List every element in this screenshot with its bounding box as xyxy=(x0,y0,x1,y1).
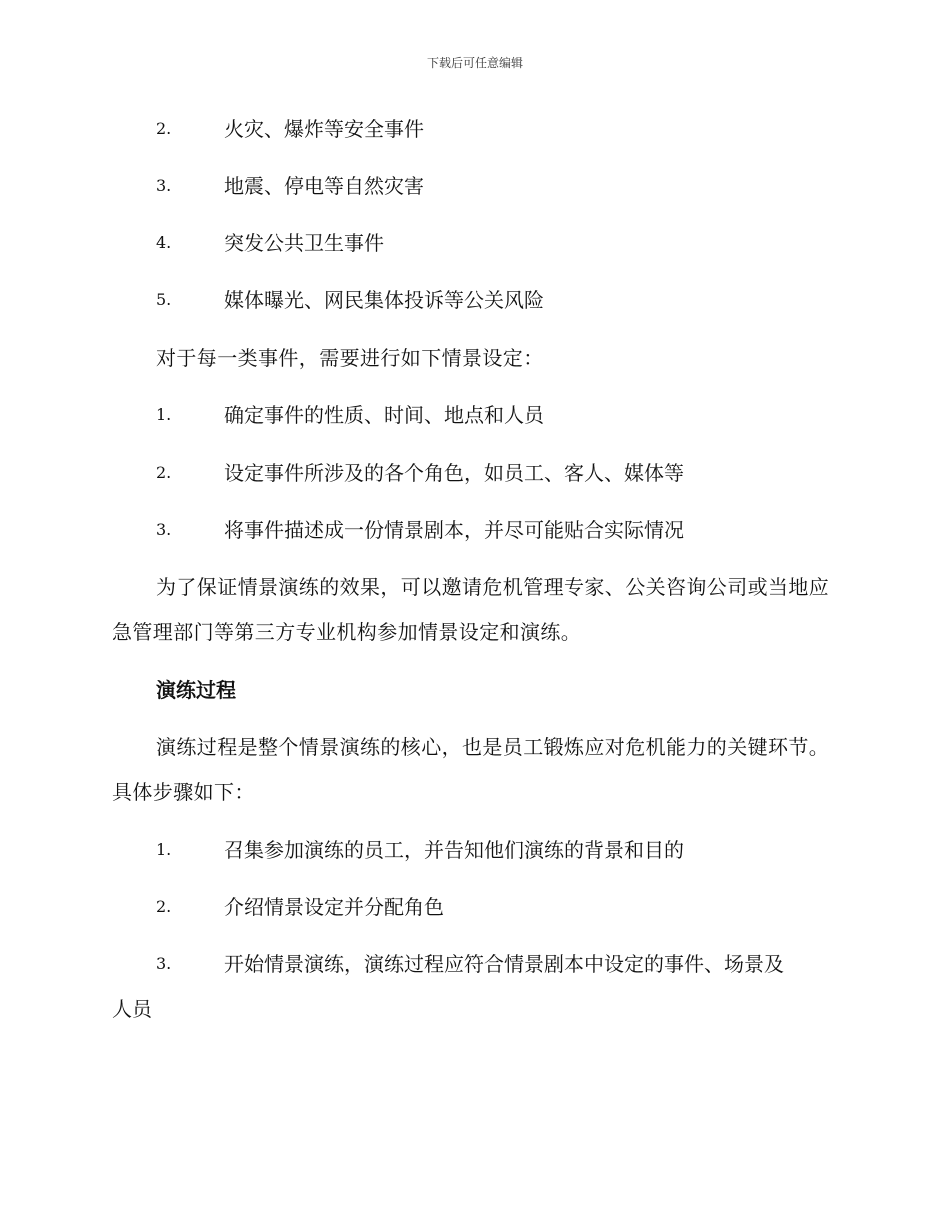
list-number: 2. xyxy=(156,119,172,138)
list-text: 开始情景演练，演练过程应符合情景剧本中设定的事件、场景及 xyxy=(224,952,784,976)
list-number: 2. xyxy=(156,463,172,482)
list-number: 3. xyxy=(156,954,172,973)
list-text: 设定事件所涉及的各个角色，如员工、客人、媒体等 xyxy=(224,461,684,485)
list-number: 5. xyxy=(156,290,172,309)
list-text: 地震、停电等自然灾害 xyxy=(224,174,424,198)
list-number: 3. xyxy=(156,520,172,539)
list-number: 4. xyxy=(156,233,172,252)
list-number: 2. xyxy=(156,897,172,916)
list-text: 将事件描述成一份情景剧本，并尽可能贴合实际情况 xyxy=(224,518,684,542)
list-text: 媒体曝光、网民集体投诉等公关风险 xyxy=(224,288,544,312)
list-text: 火灾、爆炸等安全事件 xyxy=(224,117,424,141)
paragraph: 为了保证情景演练的效果，可以邀请危机管理专家、公关咨询公司或当地应急管理部门等第三方专业机构参加情景设定和演练。 xyxy=(112,575,830,644)
list-number: 1. xyxy=(156,405,172,424)
list-item-continuation: 人员 xyxy=(112,997,152,1021)
list-number: 3. xyxy=(156,176,172,195)
list-text: 召集参加演练的员工，并告知他们演练的背景和目的 xyxy=(224,838,684,862)
paragraph: 对于每一类事件，需要进行如下情景设定： xyxy=(156,346,544,370)
list-text: 介绍情景设定并分配角色 xyxy=(224,895,444,919)
list-number: 1. xyxy=(156,840,172,859)
list-text: 确定事件的性质、时间、地点和人员 xyxy=(224,403,544,427)
page-header: 下载后可任意编辑 xyxy=(426,56,523,70)
paragraph: 演练过程是整个情景演练的核心，也是员工锻炼应对危机能力的关键环节。具体步骤如下： xyxy=(112,735,830,804)
section-heading: 演练过程 xyxy=(156,678,236,702)
list-text: 突发公共卫生事件 xyxy=(224,231,384,255)
